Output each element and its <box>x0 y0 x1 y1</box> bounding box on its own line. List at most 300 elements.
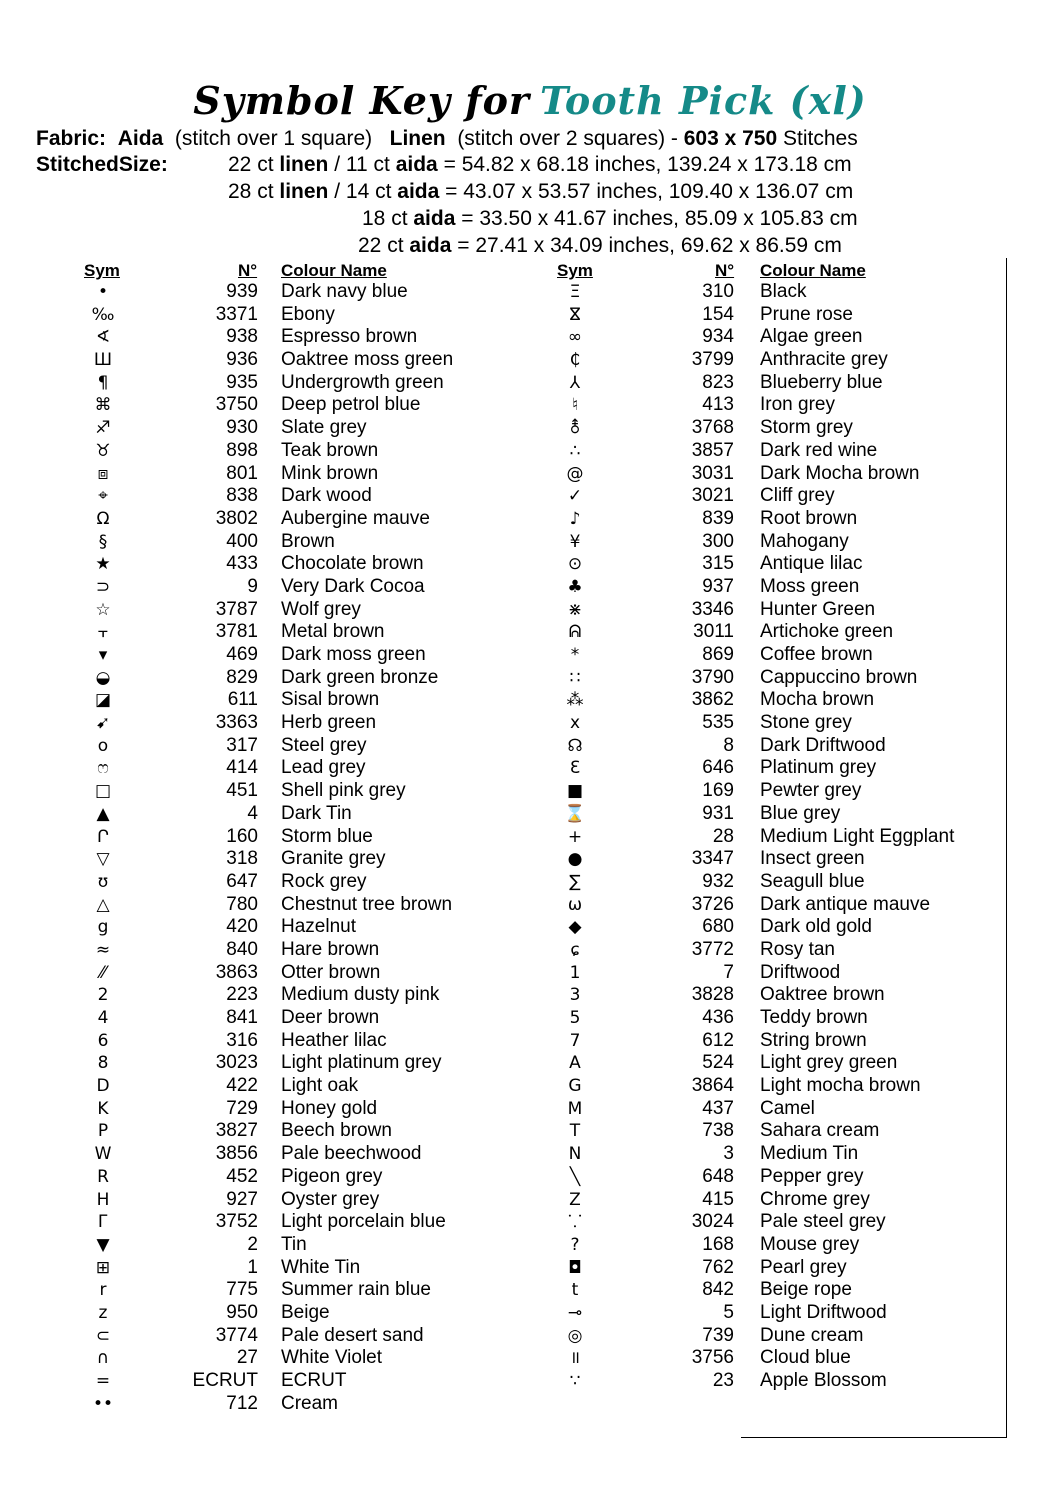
colour-name: Iron grey <box>760 394 835 416</box>
colour-name: Espresso brown <box>281 326 418 348</box>
key-row <box>83 1120 503 1143</box>
thread-number: 3827 <box>215 1120 258 1142</box>
stitch-symbol: ɕ <box>570 939 580 960</box>
key-row <box>83 871 503 894</box>
thread-number: 936 <box>226 349 258 371</box>
thread-number: 451 <box>226 780 258 802</box>
stitch-symbol: D <box>96 1076 110 1097</box>
thread-number: 3024 <box>691 1211 734 1233</box>
colour-name: Medium Tin <box>760 1143 859 1165</box>
stitch-symbol: ᕱ <box>568 622 582 643</box>
fabric-aida-note: (stitch over 1 square) <box>174 127 373 150</box>
stitch-symbol: ∷ <box>569 667 581 688</box>
thread-number: 436 <box>702 1007 734 1028</box>
thread-number: 2 <box>247 1233 258 1255</box>
size-row: 22 ct aida = 27.41 x 34.09 inches, 69.62 x 86.59 cm <box>358 234 842 257</box>
colour-name: Herb green <box>281 712 377 734</box>
thread-number: 422 <box>226 1075 258 1097</box>
colour-name: Heather lilac <box>281 1029 387 1051</box>
colour-name: Artichoke green <box>760 621 894 643</box>
colour-name: Coffee brown <box>760 644 873 665</box>
key-row <box>555 349 995 372</box>
key-row <box>83 576 503 599</box>
thread-number: 420 <box>226 916 258 938</box>
thread-number: 3857 <box>691 439 734 461</box>
thread-number: 3371 <box>215 303 258 325</box>
thread-number: 3856 <box>215 1143 258 1165</box>
stitch-symbol: Ɛ <box>569 758 581 779</box>
colour-name: Rock grey <box>281 870 367 892</box>
stitch-symbol: ⋇ <box>567 599 583 620</box>
thread-number: 168 <box>702 1233 734 1255</box>
stitch-symbol: ∑ <box>569 871 581 892</box>
key-row <box>555 1189 995 1212</box>
stitch-symbol: ⸪ <box>568 1212 582 1233</box>
key-row <box>83 916 503 939</box>
stitch-symbol: ‰ <box>91 304 115 325</box>
key-row <box>555 531 995 554</box>
pattern-name: Tooth Pick (xl) <box>539 78 867 123</box>
key-row <box>83 644 503 667</box>
stitch-symbol: ♣ <box>567 576 583 597</box>
key-row <box>555 712 995 735</box>
key-row <box>83 1393 503 1416</box>
stitch-symbol: ∩ <box>96 1348 110 1369</box>
stitch-symbol: M <box>567 1098 583 1119</box>
thread-number: 3756 <box>691 1347 734 1369</box>
key-row <box>555 281 995 304</box>
colour-name: Dark green bronze <box>281 666 439 688</box>
stitch-symbol: ✓ <box>567 486 583 507</box>
thread-number: 869 <box>702 644 734 665</box>
key-row <box>555 394 995 417</box>
thread-number: 28 <box>712 825 734 847</box>
thread-number: 300 <box>702 530 734 552</box>
key-row <box>83 689 503 712</box>
thread-number: 950 <box>226 1301 258 1323</box>
stitch-count: 603 x 750 <box>683 127 778 150</box>
title-prefix: Symbol Key for <box>193 78 530 123</box>
thread-number: 1 <box>247 1256 258 1278</box>
colour-name: Cloud blue <box>760 1347 851 1369</box>
key-row <box>83 1211 503 1234</box>
thread-number: 3781 <box>215 621 258 643</box>
thread-number: 3726 <box>691 893 734 915</box>
thread-number: 3347 <box>691 848 734 870</box>
key-row <box>555 440 995 463</box>
key-row <box>555 553 995 576</box>
key-row <box>555 1279 995 1302</box>
stitch-symbol: ▲ <box>96 803 110 824</box>
stitch-symbol: ≈ <box>95 939 111 960</box>
colour-name: Sahara cream <box>760 1120 880 1142</box>
stitch-symbol: ⧈ <box>97 463 109 484</box>
thread-number: 3772 <box>691 938 734 960</box>
thread-number: 469 <box>226 644 258 665</box>
thread-number: 3787 <box>215 598 258 620</box>
stitch-symbol: W <box>94 1144 112 1165</box>
stitch-symbol: ⊂ <box>95 1325 111 1346</box>
stitch-symbol: ◎ <box>567 1325 583 1346</box>
thread-number: 3828 <box>691 984 734 1006</box>
colour-name: Pewter grey <box>760 780 862 802</box>
thread-number: 23 <box>712 1370 734 1391</box>
fabric-linen-note: (stitch over 2 squares) - <box>457 127 678 150</box>
key-row <box>83 1030 503 1053</box>
thread-number: 780 <box>226 893 258 915</box>
stitch-symbol: Ш <box>93 350 113 371</box>
stitch-symbol: ⁂ <box>566 690 584 711</box>
stitch-symbol: ◆ <box>568 917 582 938</box>
key-row <box>555 1370 995 1393</box>
key-row <box>555 939 995 962</box>
thread-number: 801 <box>226 462 258 484</box>
stitch-symbol: ₵ <box>569 350 581 371</box>
colour-name: Mink brown <box>281 462 379 484</box>
stitch-symbol: P <box>97 1121 109 1142</box>
stitch-symbol: ⁄⁄ <box>100 962 106 983</box>
key-row <box>555 1347 995 1370</box>
colour-name: Stone grey <box>760 712 852 734</box>
thread-number: 738 <box>702 1120 734 1142</box>
stitch-symbol: Г <box>97 1212 109 1233</box>
key-row <box>555 894 995 917</box>
key-row <box>555 1166 995 1189</box>
thread-number: 3346 <box>691 598 734 620</box>
stitch-symbol: 1 <box>569 962 581 983</box>
colour-name: Hunter Green <box>760 598 876 620</box>
colour-name: Hazelnut <box>281 916 356 938</box>
colour-name: Light mocha brown <box>760 1075 921 1097</box>
colour-name: Light platinum grey <box>281 1052 442 1074</box>
stitch-symbol: ➹ <box>95 713 111 734</box>
border-line <box>741 1437 1007 1438</box>
colour-name: Oaktree moss green <box>281 349 454 371</box>
thread-number: 3768 <box>691 417 734 439</box>
stitch-symbol: ⊙ <box>567 554 583 575</box>
thread-number: 739 <box>702 1324 734 1346</box>
stitch-symbol: ⊃ <box>95 576 111 597</box>
thread-number: 829 <box>226 666 258 688</box>
thread-number: 931 <box>702 802 734 824</box>
stitch-symbol: T <box>569 1121 581 1142</box>
key-row <box>83 1302 503 1325</box>
key-row <box>555 1257 995 1280</box>
colour-name: Deer brown <box>281 1007 380 1028</box>
thread-number: 316 <box>226 1029 258 1051</box>
colour-name: Light porcelain blue <box>281 1211 446 1233</box>
key-row <box>83 372 503 395</box>
thread-number: 317 <box>226 734 258 756</box>
stitch-symbol: ॥ <box>569 1348 581 1369</box>
thread-number: ECRUT <box>192 1370 258 1391</box>
colour-name: Oaktree brown <box>760 984 885 1006</box>
key-row <box>555 576 995 599</box>
thread-number: 612 <box>702 1029 734 1051</box>
colour-name: Cappuccino brown <box>760 666 918 688</box>
stitch-symbol: Ր <box>97 826 109 847</box>
colour-name: Dark Tin <box>281 802 352 824</box>
right-key-column <box>555 281 995 1393</box>
key-row <box>555 780 995 803</box>
thread-number: 3863 <box>215 961 258 983</box>
thread-number: 3790 <box>691 666 734 688</box>
stitch-symbol: @ <box>566 463 584 484</box>
stitch-symbol: r <box>99 1280 107 1301</box>
colour-name: Light oak <box>281 1075 359 1097</box>
key-row <box>555 304 995 327</box>
colour-name: Pigeon grey <box>281 1165 383 1187</box>
key-row <box>555 644 995 667</box>
colour-name: Light Driftwood <box>760 1301 887 1323</box>
key-row <box>83 848 503 871</box>
key-row <box>83 984 503 1007</box>
thread-number: 842 <box>702 1279 734 1301</box>
stitch-symbol: ⊞ <box>95 1257 111 1278</box>
colour-name: Lead grey <box>281 757 366 779</box>
colour-name: Driftwood <box>760 961 841 983</box>
stitch-symbol: N <box>568 1144 582 1165</box>
thread-number: 939 <box>226 281 258 302</box>
colour-name: Beige <box>281 1301 330 1323</box>
key-row <box>83 712 503 735</box>
stitch-symbol: ⌖ <box>98 486 108 507</box>
key-row <box>83 349 503 372</box>
key-row <box>555 508 995 531</box>
stitch-symbol: ⚨ <box>567 418 583 439</box>
colour-name: Dark antique mauve <box>760 893 931 915</box>
thread-number: 646 <box>702 757 734 779</box>
thread-number: 3031 <box>691 462 734 484</box>
colour-name: Shell pink grey <box>281 780 406 802</box>
thread-number: 932 <box>702 870 734 892</box>
thread-number: 5 <box>723 1301 734 1323</box>
key-row <box>83 1347 503 1370</box>
thread-number: 729 <box>226 1097 258 1119</box>
stitch-symbol: □ <box>94 781 112 802</box>
thread-number: 318 <box>226 848 258 870</box>
thread-number: 680 <box>702 916 734 938</box>
stitch-symbol: ω <box>567 894 583 915</box>
thread-number: 840 <box>226 938 258 960</box>
key-row <box>83 1143 503 1166</box>
stitch-symbol: ● <box>567 849 583 870</box>
colour-name: Insect green <box>760 848 865 870</box>
stitch-symbol: ʊ <box>97 871 109 892</box>
colour-name: Pale steel grey <box>760 1211 886 1233</box>
colour-name: Hare brown <box>281 938 380 960</box>
thread-number: 938 <box>226 326 258 348</box>
thread-number: 3862 <box>691 689 734 711</box>
thread-number: 3864 <box>691 1075 734 1097</box>
stitch-symbol: = <box>95 1371 111 1391</box>
thread-number: 839 <box>702 507 734 529</box>
stitch-symbol: * <box>570 645 580 665</box>
key-row <box>555 621 995 644</box>
thread-number: 535 <box>702 712 734 734</box>
key-row <box>83 757 503 780</box>
colour-name: Otter brown <box>281 961 381 983</box>
thread-number: 413 <box>702 394 734 416</box>
thread-number: 930 <box>226 417 258 439</box>
colour-name: Medium Light Eggplant <box>760 825 955 847</box>
colour-name: Slate grey <box>281 417 367 439</box>
thread-number: 7 <box>723 961 734 983</box>
key-row <box>83 1052 503 1075</box>
header-colour-left: Colour Name <box>281 261 387 280</box>
stitch-symbol: ⌛ <box>564 803 586 824</box>
colour-name: Dark red wine <box>760 439 878 461</box>
key-row <box>83 531 503 554</box>
colour-name: White Violet <box>281 1347 383 1369</box>
stitch-symbol: ▽ <box>96 849 110 870</box>
thread-number: 169 <box>702 780 734 802</box>
colour-name: Tin <box>281 1233 307 1255</box>
stitch-symbol: ⌘ <box>94 395 112 416</box>
key-row <box>555 962 995 985</box>
key-row <box>555 803 995 826</box>
thread-number: 223 <box>226 984 258 1006</box>
thread-number: 927 <box>226 1188 258 1210</box>
stitch-symbol: • <box>97 282 109 302</box>
thread-number: 3774 <box>215 1324 258 1346</box>
stitch-symbol: 3 <box>569 985 581 1006</box>
colour-name: Light grey green <box>760 1052 898 1074</box>
colour-name: Mouse grey <box>760 1233 860 1255</box>
key-row <box>555 485 995 508</box>
key-row <box>555 984 995 1007</box>
colour-name: Aubergine mauve <box>281 507 430 529</box>
key-row <box>555 1302 995 1325</box>
thread-number: 937 <box>702 575 734 597</box>
header-num-left: N° <box>238 261 258 280</box>
stitch-symbol: ☊ <box>567 735 583 756</box>
stitch-symbol: o <box>97 735 109 756</box>
key-row <box>555 372 995 395</box>
key-row <box>83 894 503 917</box>
key-row <box>83 1007 503 1030</box>
thread-number: 415 <box>702 1188 734 1210</box>
thread-number: 3021 <box>691 485 734 507</box>
stitch-symbol: x <box>569 713 581 734</box>
size-row: 22 ct linen / 11 ct aida = 54.82 x 68.18 inches, 139.24 x 173.18 cm <box>228 153 852 176</box>
key-row <box>555 1052 995 1075</box>
header-num-right: N° <box>715 261 735 280</box>
stitch-symbol: ▾ <box>98 645 108 665</box>
colour-name: Moss green <box>760 575 860 597</box>
key-row <box>83 1325 503 1348</box>
colour-name: Brown <box>281 530 335 552</box>
thread-number: 452 <box>226 1165 258 1187</box>
stitch-symbol: K <box>97 1098 109 1119</box>
stitch-symbol: ∵ <box>569 1371 581 1391</box>
colour-name: Cream <box>281 1392 339 1414</box>
thread-number: 934 <box>702 326 734 348</box>
key-row <box>83 553 503 576</box>
thread-number: 160 <box>226 825 258 847</box>
thread-number: 154 <box>702 303 734 325</box>
thread-number: 4 <box>247 802 258 824</box>
stitch-symbol: 5 <box>569 1008 581 1028</box>
stitch-symbol: H <box>96 1189 110 1210</box>
stitch-symbol: Z <box>569 1189 581 1210</box>
key-row <box>83 1234 503 1257</box>
thread-number: 611 <box>227 689 258 711</box>
thread-number: 775 <box>226 1279 258 1301</box>
stitched-size-label: StitchedSize: <box>36 153 168 176</box>
stitch-symbol: ⫟ <box>97 622 109 643</box>
key-row <box>83 667 503 690</box>
page-title <box>0 78 1060 123</box>
colour-name: Root brown <box>760 507 858 529</box>
stitch-symbol: ■ <box>566 781 584 802</box>
colour-name: Dark wood <box>281 485 372 507</box>
thread-number: 712 <box>226 1392 258 1414</box>
colour-name: Chocolate brown <box>281 553 424 575</box>
key-row <box>555 463 995 486</box>
stitch-symbol: R <box>97 1166 109 1187</box>
stitch-symbol: z <box>98 1302 108 1323</box>
key-row <box>83 1098 503 1121</box>
stitch-symbol: ¥ <box>569 531 581 552</box>
fabric-line <box>36 125 858 152</box>
key-row <box>83 599 503 622</box>
stitch-symbol: ♐ <box>95 418 111 439</box>
key-row <box>83 485 503 508</box>
thread-number: 3750 <box>215 394 258 416</box>
stitch-symbol: Ω <box>96 508 110 529</box>
fabric-aida: Aida <box>117 127 164 150</box>
colour-name: Cliff grey <box>760 485 835 507</box>
stitch-symbol: ⊸ <box>567 1302 583 1323</box>
border-line <box>1006 258 1007 1438</box>
colour-name: Teak brown <box>281 439 379 461</box>
colour-name: Antique lilac <box>760 553 863 575</box>
stitch-symbol: G <box>568 1076 582 1097</box>
thread-number: 935 <box>226 371 258 393</box>
colour-name: Dark Driftwood <box>760 734 886 756</box>
stitch-symbol: ♪ <box>569 508 581 529</box>
key-row <box>555 667 995 690</box>
key-row <box>83 1279 503 1302</box>
key-row <box>83 1075 503 1098</box>
colour-name: Storm grey <box>760 417 853 439</box>
colour-name: Sisal brown <box>281 689 380 711</box>
stitch-symbol: ? <box>570 1234 580 1255</box>
colour-name: Black <box>760 281 807 302</box>
colour-name: Mahogany <box>760 530 849 552</box>
key-row <box>83 508 503 531</box>
colour-name: Granite grey <box>281 848 386 870</box>
thread-number: 437 <box>702 1097 734 1119</box>
colour-name: Oyster grey <box>281 1188 380 1210</box>
stitch-symbol: ෆ <box>97 758 109 779</box>
colour-name: Summer rain blue <box>281 1279 431 1301</box>
stitch-symbol: ∢ <box>95 327 111 348</box>
key-row <box>555 1007 995 1030</box>
colour-name: Anthracite grey <box>760 349 888 371</box>
stitch-symbol: ☆ <box>95 599 111 620</box>
colour-name: Dark moss green <box>281 644 426 665</box>
key-row <box>83 621 503 644</box>
stitch-symbol: ¶ <box>97 372 109 393</box>
colour-name: Honey gold <box>281 1097 378 1119</box>
colour-name: Wolf grey <box>281 598 361 620</box>
key-row <box>83 939 503 962</box>
thread-number: 3011 <box>693 621 734 643</box>
key-row <box>83 326 503 349</box>
colour-name: Metal brown <box>281 621 385 643</box>
